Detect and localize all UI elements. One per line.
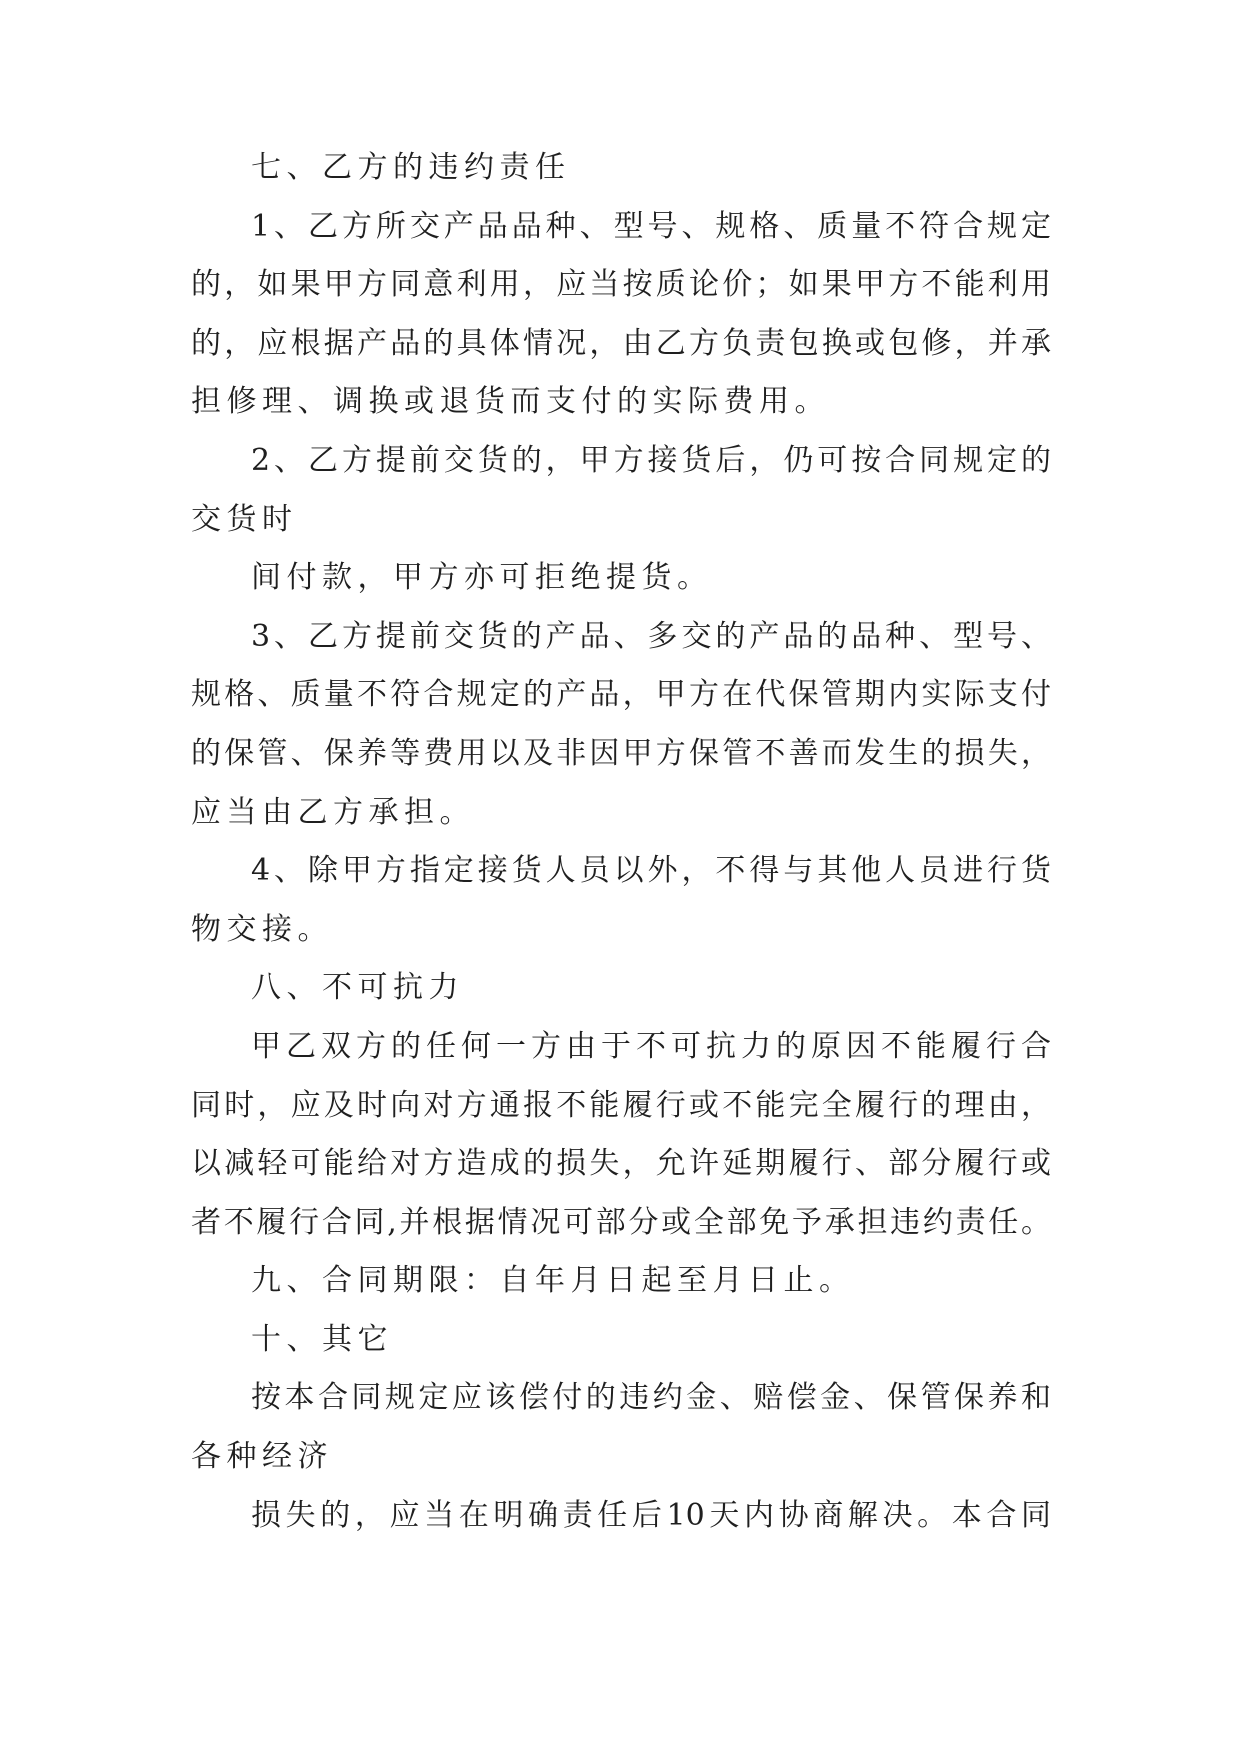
section-heading-8: 八、不可抗力 [251,970,464,1006]
document-body [191,150,1051,1559]
paragraph-line: 间付款，甲方亦可拒绝提货。 [251,560,713,596]
paragraph-line: 4、除甲方指定接货人员以外，不得与其他人员进行货 [251,853,1051,889]
section-heading-9: 九、合同期限：自年月日起至月日止。 [251,1263,855,1299]
paragraph-line: 的保管、保养等费用以及非因甲方保管不善而发生的损失， [191,735,1051,771]
paragraph-line: 担修理、调换或退货而支付的实际费用。 [191,384,830,420]
paragraph-line: 应当由乙方承担。 [191,794,475,830]
paragraph-line: 交货时 [191,501,298,537]
paragraph-line: 1、乙方所交产品品种、型号、规格、质量不符合规定 [251,208,1051,244]
paragraph-line: 以减轻可能给对方造成的损失，允许延期履行、部分履行或 [191,1146,1051,1182]
paragraph-line: 者不履行合同,并根据情况可部分或全部免予承担违约责任。 [191,1204,1051,1240]
paragraph-line: 规格、质量不符合规定的产品，甲方在代保管期内实际支付 [191,677,1051,713]
section-heading-7: 七、乙方的违约责任 [251,150,571,185]
paragraph-line: 按本合同规定应该偿付的违约金、赔偿金、保管保养和 [251,1380,1051,1416]
paragraph-line: 的，应根据产品的具体情况，由乙方负责包换或包修，并承 [191,325,1051,361]
paragraph-line: 各种经济 [191,1439,333,1475]
paragraph-line: 物交接。 [191,911,333,947]
section-heading-10: 十、其它 [251,1321,393,1357]
paragraph-line: 的，如果甲方同意利用，应当按质论价；如果甲方不能利用 [191,267,1051,303]
paragraph-line: 同时，应及时向对方通报不能履行或不能完全履行的理由， [191,1087,1051,1123]
paragraph-line: 损失的，应当在明确责任后10天内协商解决。本合同 [251,1497,1051,1533]
paragraph-line: 3、乙方提前交货的产品、多交的产品的品种、型号、 [251,618,1051,654]
paragraph-line: 2、乙方提前交货的，甲方接货后，仍可按合同规定的 [251,442,1051,478]
paragraph-line: 甲乙双方的任何一方由于不可抗力的原因不能履行合 [251,1028,1051,1064]
